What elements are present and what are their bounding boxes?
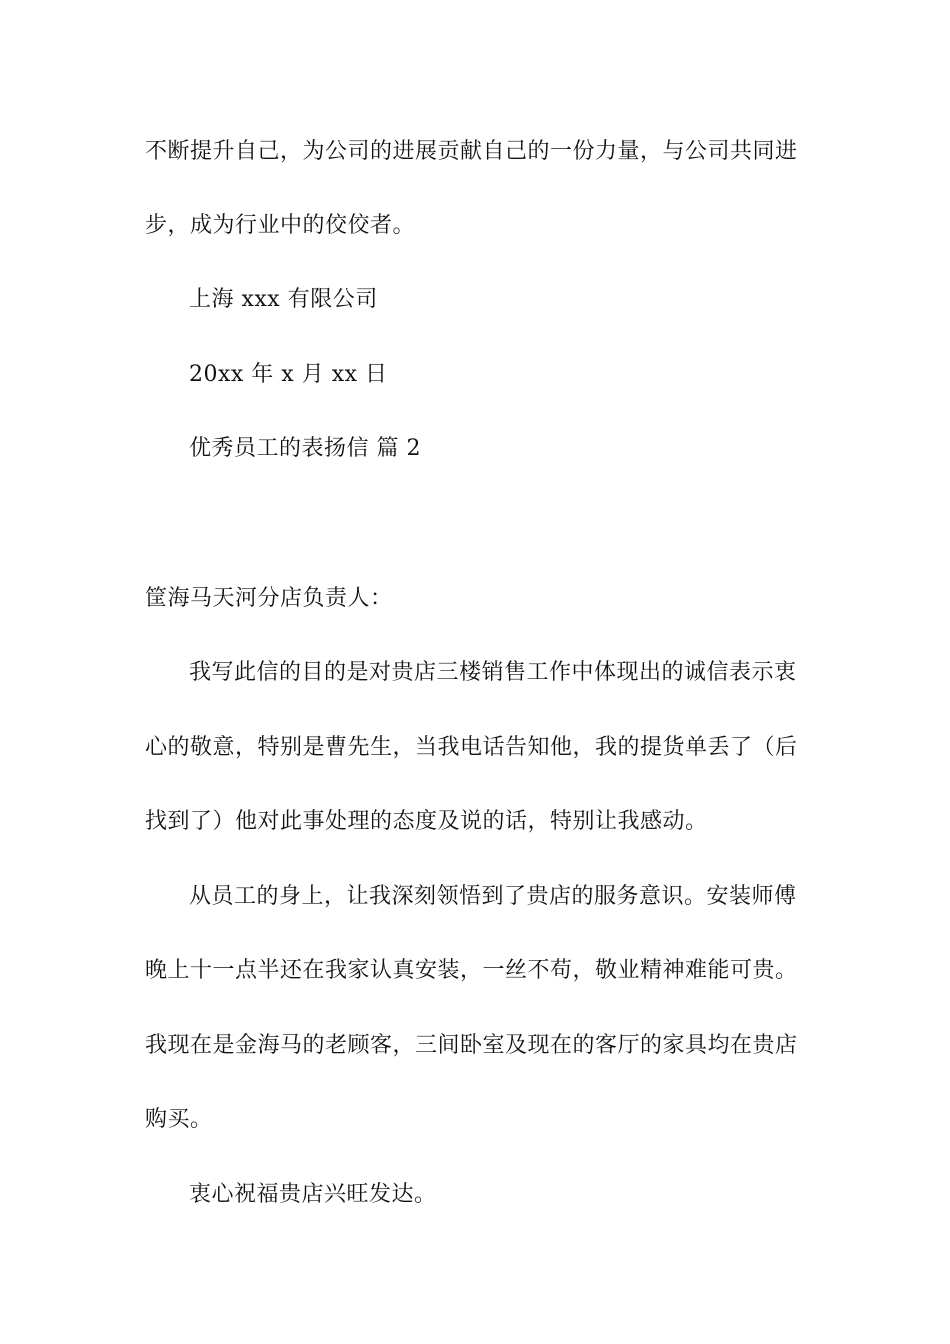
paragraph-line: 晚上十一点半还在我家认真安装，一丝不苟，敬业精神难能可贵。	[145, 958, 798, 983]
paragraph-line: 购买。	[145, 1107, 213, 1132]
paragraph-line: 不断提升自己，为公司的进展贡献自己的一份力量，与公司共同进	[145, 139, 798, 164]
paragraph-line: 从员工的身上，让我深刻领悟到了贵店的服务意识。安装师傅	[189, 884, 797, 909]
section-title: 优秀员工的表扬信 篇 2	[189, 436, 421, 461]
paragraph-line: 找到了）他对此事处理的态度及说的话，特别让我感动。	[145, 809, 708, 834]
salutation: 筐海马天河分店负责人：	[145, 586, 393, 611]
letter-date: 20xx 年 x 月 xx 日	[189, 362, 388, 387]
paragraph-line: 我现在是金海马的老顾客，三间卧室及现在的客厅的家具均在贵店	[145, 1033, 798, 1058]
paragraph-line: 步，成为行业中的佼佼者。	[145, 213, 416, 238]
closing-wish: 衷心祝福贵店兴旺发达。	[189, 1182, 437, 1207]
paragraph-line: 心的敬意，特别是曹先生，当我电话告知他，我的提货单丢了（后	[145, 735, 798, 760]
company-name: 上海 xxx 有限公司	[189, 287, 378, 312]
paragraph-line: 我写此信的目的是对贵店三楼销售工作中体现出的诚信表示衷	[189, 660, 797, 685]
